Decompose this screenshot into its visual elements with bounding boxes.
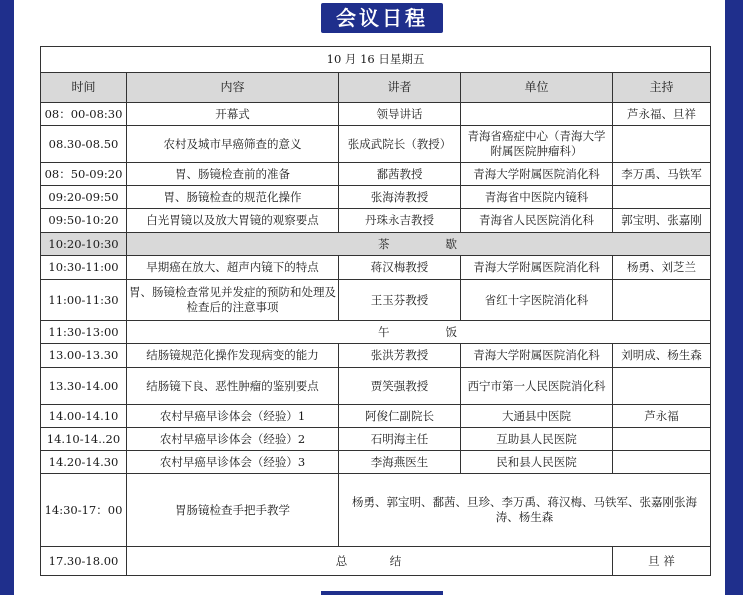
header-speaker: 讲者 xyxy=(339,73,461,103)
table-row xyxy=(41,474,711,547)
summary-cell: 总 结 xyxy=(127,547,613,576)
table-row xyxy=(41,451,711,474)
header-row xyxy=(41,73,711,103)
time-cell: 08：00-08:30 xyxy=(41,103,127,126)
host-cell xyxy=(613,280,711,321)
table-row xyxy=(41,163,711,186)
table-row xyxy=(41,368,711,405)
content-cell: 胃、肠镜检查前的准备 xyxy=(127,163,339,186)
host-cell xyxy=(613,126,711,163)
host-cell xyxy=(613,428,711,451)
unit-cell: 青海大学附属医院消化科 xyxy=(461,256,613,280)
host-cell: 杨勇、刘芝兰 xyxy=(613,256,711,280)
time-cell: 08.30-08.50 xyxy=(41,126,127,163)
host-cell: 李万禹、马铁军 xyxy=(613,163,711,186)
table-row xyxy=(41,428,711,451)
unit-cell: 大通县中医院 xyxy=(461,405,613,428)
page-title: 会议日程 xyxy=(321,3,443,33)
time-cell: 13.00-13.30 xyxy=(41,344,127,368)
unit-cell: 西宁市第一人民医院消化科 xyxy=(461,368,613,405)
time-cell: 14.10-14..20 xyxy=(41,428,127,451)
header-unit: 单位 xyxy=(461,73,613,103)
time-cell: 11:30-13:00 xyxy=(41,321,127,344)
table-row xyxy=(41,280,711,321)
time-cell: 09:20-09:50 xyxy=(41,186,127,209)
break-cell: 午 饭 xyxy=(127,321,711,344)
table-row xyxy=(41,186,711,209)
host-cell: 刘明成、杨生森 xyxy=(613,344,711,368)
content-cell: 白光胃镜以及放大胃镜的观察要点 xyxy=(127,209,339,233)
speaker-cell: 张洪芳教授 xyxy=(339,344,461,368)
unit-cell: 青海大学附属医院消化科 xyxy=(461,163,613,186)
content-cell: 胃肠镜检查手把手教学 xyxy=(127,474,339,547)
content-cell: 结肠镜规范化操作发现病变的能力 xyxy=(127,344,339,368)
header-time: 时间 xyxy=(41,73,127,103)
speaker-cell: 阿俊仁副院长 xyxy=(339,405,461,428)
host-cell xyxy=(613,186,711,209)
table-row xyxy=(41,405,711,428)
table-row-break xyxy=(41,321,711,344)
date-row xyxy=(41,47,711,73)
speaker-cell: 石明海主任 xyxy=(339,428,461,451)
left-frame-gap xyxy=(14,0,17,595)
unit-cell: 青海省中医院内镜科 xyxy=(461,186,613,209)
time-cell: 13.30-14.00 xyxy=(41,368,127,405)
bottom-tab xyxy=(321,591,443,595)
host-cell: 芦永福 xyxy=(613,405,711,428)
content-cell: 农村早癌早诊体会（经验）3 xyxy=(127,451,339,474)
content-cell: 农村早癌早诊体会（经验）2 xyxy=(127,428,339,451)
speaker-cell: 李海燕医生 xyxy=(339,451,461,474)
time-cell: 11:00-11:30 xyxy=(41,280,127,321)
speaker-cell: 张成武院长（教授） xyxy=(339,126,461,163)
content-cell: 农村及城市早癌筛查的意义 xyxy=(127,126,339,163)
content-cell: 胃、肠镜检查的规范化操作 xyxy=(127,186,339,209)
time-cell: 14.00-14.10 xyxy=(41,405,127,428)
table-row xyxy=(41,256,711,280)
unit-cell xyxy=(461,103,613,126)
header-content: 内容 xyxy=(127,73,339,103)
unit-cell: 民和县人民医院 xyxy=(461,451,613,474)
table-row xyxy=(41,126,711,163)
time-cell: 10:30-11:00 xyxy=(41,256,127,280)
speaker-cell: 领导讲话 xyxy=(339,103,461,126)
table-row xyxy=(41,209,711,233)
speaker-cell: 鄱茜教授 xyxy=(339,163,461,186)
left-frame-bar xyxy=(0,0,14,595)
unit-cell: 省红十字医院消化科 xyxy=(461,280,613,321)
unit-cell: 互助县人民医院 xyxy=(461,428,613,451)
host-cell xyxy=(613,368,711,405)
date-cell: 10 月 16 日星期五 xyxy=(41,47,711,73)
time-cell: 17.30-18.00 xyxy=(41,547,127,576)
unit-cell: 青海大学附属医院消化科 xyxy=(461,344,613,368)
speaker-cell: 蒋汉梅教授 xyxy=(339,256,461,280)
right-frame-bar xyxy=(725,0,743,595)
content-cell: 开幕式 xyxy=(127,103,339,126)
header-host: 主持 xyxy=(613,73,711,103)
host-cell: 旦 祥 xyxy=(613,547,711,576)
schedule-table xyxy=(40,46,711,576)
host-cell xyxy=(613,451,711,474)
content-cell: 胃、肠镜检查常见并发症的预防和处理及检查后的注意事项 xyxy=(127,280,339,321)
break-cell: 茶 歇 xyxy=(127,233,711,256)
speaker-cell: 王玉芬教授 xyxy=(339,280,461,321)
speaker-cell: 丹珠永吉教授 xyxy=(339,209,461,233)
speakers-merged-cell: 杨勇、郭宝明、鄱茜、旦珍、李万禹、蒋汉梅、马铁军、张嘉刚张海涛、杨生森 xyxy=(339,474,711,547)
table-row xyxy=(41,547,711,576)
unit-cell: 青海省人民医院消化科 xyxy=(461,209,613,233)
content-cell: 结肠镜下良、恶性肿瘤的鉴别要点 xyxy=(127,368,339,405)
table-row-break xyxy=(41,233,711,256)
time-cell: 14:30-17：00 xyxy=(41,474,127,547)
unit-cell: 青海省癌症中心（青海大学附属医院肿瘤科） xyxy=(461,126,613,163)
speaker-cell: 贾笑强教授 xyxy=(339,368,461,405)
table-row xyxy=(41,344,711,368)
speaker-cell: 张海涛教授 xyxy=(339,186,461,209)
time-cell: 09:50-10:20 xyxy=(41,209,127,233)
host-cell: 郭宝明、张嘉刚 xyxy=(613,209,711,233)
content-cell: 农村早癌早诊体会（经验）1 xyxy=(127,405,339,428)
time-cell: 14.20-14.30 xyxy=(41,451,127,474)
host-cell: 芦永福、旦祥 xyxy=(613,103,711,126)
table-row xyxy=(41,103,711,126)
time-cell: 08：50-09:20 xyxy=(41,163,127,186)
content-cell: 早期癌在放大、超声内镜下的特点 xyxy=(127,256,339,280)
time-cell: 10:20-10:30 xyxy=(41,233,127,256)
